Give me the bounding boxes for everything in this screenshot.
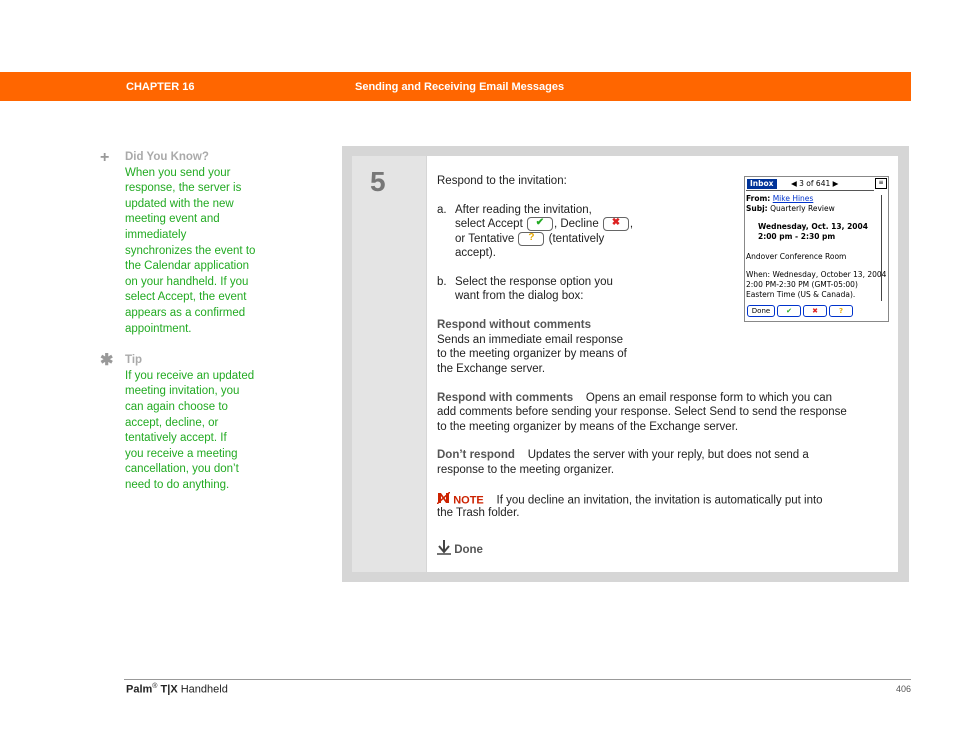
palm-when1: When: Wednesday, October 13, 2004: [746, 270, 887, 279]
handheld-screenshot: [744, 176, 889, 322]
did-you-know-title: Did You Know?: [125, 151, 209, 163]
option-with-comments-l2: add comments before sending your response. Select Send to send the response: [437, 406, 847, 418]
sidebar: [100, 150, 275, 493]
palm-from-line: [746, 194, 813, 204]
accept-button-icon: [527, 217, 553, 231]
check-icon: ✔: [535, 217, 545, 228]
substep-a-or-text: or Tentative: [455, 233, 515, 246]
palm-nav: ◀ 3 of 641 ▶: [791, 179, 839, 188]
option-with-comments-title: Respond with comments: [437, 392, 574, 404]
substep-a-line4: accept).: [455, 247, 496, 259]
option-without-comments-title: Respond without comments: [437, 319, 591, 331]
tip-title: Tip: [125, 354, 143, 367]
tip-body: If you receive an updated meeting invitation, you can again choose to accept, decline, or tentatively accept. If you receive a meeting cancellation, you don’t need to do anything.: [125, 369, 255, 491]
page-number: 406: [895, 684, 911, 694]
tip-heading: [100, 353, 275, 369]
substep-a-line2: [455, 217, 633, 232]
palm-subj-line: [746, 204, 835, 214]
note-label: NOTE: [453, 494, 484, 507]
footer-product: [126, 683, 228, 696]
palm-when2: 2:00 PM-2:30 PM (GMT-05:00): [746, 280, 858, 289]
done-marker: [437, 540, 483, 560]
asterisk-icon: ✱: [100, 352, 114, 370]
step-intro: Respond to the invitation:: [437, 175, 567, 187]
option-without-comments-l1: Sends an immediate email response: [437, 334, 624, 346]
palm-accept-button: ✔: [777, 305, 801, 317]
palm-time: 2:00 pm - 2:30 pm: [758, 232, 836, 241]
step-panel: [342, 146, 909, 582]
option-dont-respond-l1: [437, 448, 809, 463]
footer-reg-mark: ®: [152, 683, 158, 690]
note-line2: the Trash folder.: [437, 507, 520, 519]
option-dont-respond-title: Don’t respond: [437, 449, 515, 461]
substep-a-line3: [455, 232, 604, 247]
option-dont-respond-l2: response to the meeting organizer.: [437, 464, 615, 476]
plus-icon: +: [100, 149, 110, 166]
option-with-comments-l3: to the meeting organizer by means of the Exchange server.: [437, 421, 739, 433]
substep-a-marker: a.: [437, 204, 447, 216]
footer-product-name: Handheld: [180, 683, 228, 696]
footer-rule: [124, 679, 911, 680]
palm-scrollbar: [881, 195, 885, 301]
x-icon: ✖: [611, 217, 621, 228]
menu-icon: ≡: [875, 178, 887, 189]
substep-b-marker: b.: [437, 276, 447, 288]
palm-date: Wednesday, Oct. 13, 2004: [758, 222, 868, 231]
chapter-title: Sending and Receiving Email Messages: [355, 81, 565, 93]
palm-when3: Eastern Time (US & Canada).: [746, 290, 856, 299]
option-with-comments-text: Opens an email response form to which you can: [585, 392, 832, 404]
chapter-label: CHAPTER 16: [126, 81, 195, 93]
tentative-button-icon: [518, 232, 544, 246]
palm-tentative-button: ?: [829, 305, 853, 317]
palm-inbox-label: Inbox: [747, 179, 777, 189]
note-text: If you decline an invitation, the invitation is automatically put into: [496, 494, 823, 507]
option-without-comments-l2: to the meeting organizer by means of: [437, 348, 627, 360]
decline-button-icon: [603, 217, 629, 231]
substep-a-tentative-text: (tentatively: [548, 233, 605, 246]
done-label: Done: [454, 543, 483, 556]
substep-b-line2: want from the dialog box:: [455, 290, 584, 302]
substep-a-comma: ,: [629, 218, 634, 231]
substep-a-line1: After reading the invitation,: [455, 204, 592, 216]
option-without-comments-l3: the Exchange server.: [437, 363, 546, 375]
step-number-column: [352, 156, 426, 572]
palm-location: Andover Conference Room: [746, 252, 847, 261]
palm-title-bar: [746, 178, 874, 191]
palm-from-label: From:: [746, 194, 771, 203]
option-with-comments-l1: [437, 391, 832, 406]
substep-b-line1: Select the response option you: [455, 276, 613, 288]
palm-from-link: Mike Hines: [772, 194, 814, 203]
substep-a-select-text: select Accept: [455, 218, 523, 231]
step-number: 5: [370, 166, 386, 197]
palm-subj-label: Subj:: [746, 204, 768, 213]
did-you-know-body: When you send your response, the server is updated with the new meeting event and immediately synchronizes the event to the Calendar application on your handheld. If you select Accept, the event appears as a confirmed appointment.: [125, 166, 256, 335]
question-icon: ?: [528, 232, 535, 243]
substep-a-decline-text: , Decline: [553, 218, 599, 231]
palm-decline-button: ✖: [803, 305, 827, 317]
option-dont-respond-text: Updates the server with your reply, but does not send a: [527, 449, 809, 461]
step-content: [427, 156, 898, 572]
palm-done-button: Done: [747, 305, 775, 317]
palm-subj-value: Quarterly Review: [770, 204, 835, 213]
footer-model: T|X: [160, 683, 178, 696]
chapter-header-bar: [0, 72, 911, 101]
footer-brand: Palm: [126, 683, 153, 696]
down-arrow-icon: [437, 540, 451, 560]
palm-counter: 3 of 641: [799, 179, 831, 188]
did-you-know-heading: [100, 150, 275, 166]
